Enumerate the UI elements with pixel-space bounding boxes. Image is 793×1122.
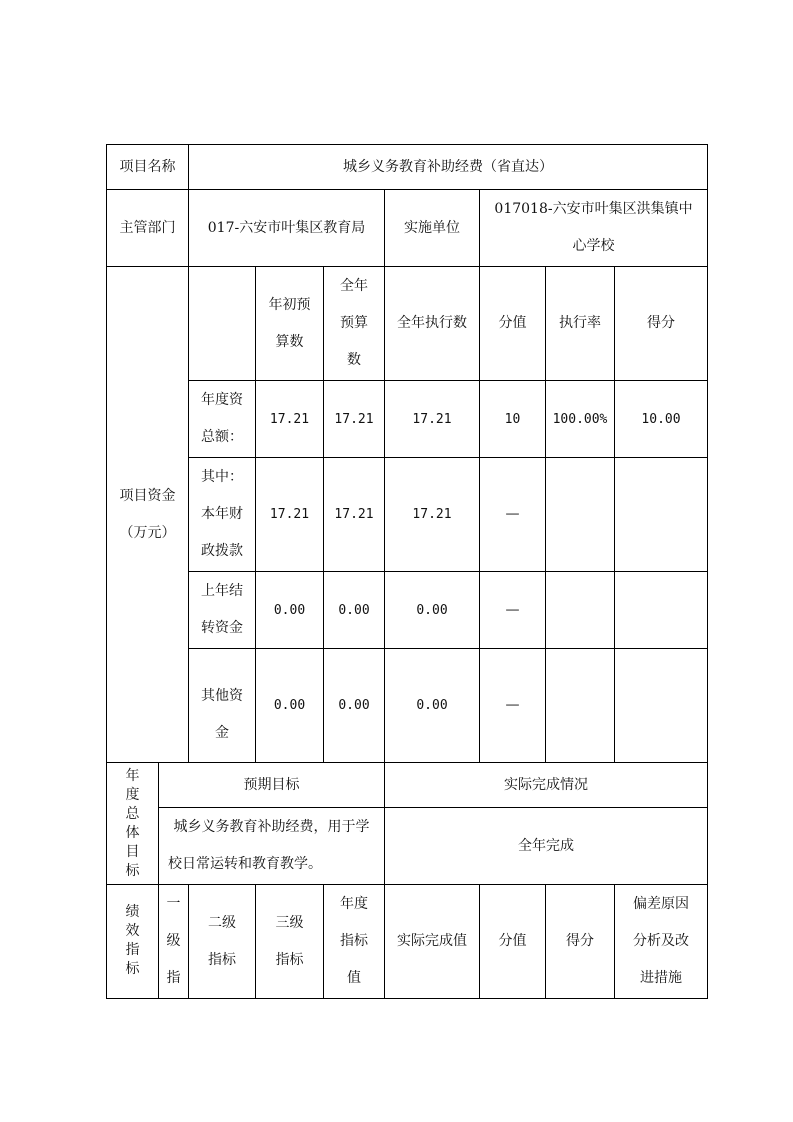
side-label-char: 总	[125, 805, 140, 822]
exec-rate-cell	[546, 458, 614, 571]
row-label-line: 其他资	[201, 687, 243, 704]
full-budget-cell: 0.00	[338, 602, 370, 618]
funds-label-line: 项目资金	[119, 487, 176, 504]
initial-budget-cell: 17.21	[269, 507, 310, 522]
side-label-char: 体	[125, 824, 140, 841]
exec-rate-cell	[546, 649, 614, 762]
goal-text-line: 城乡义务教育补助经费，用于学	[173, 819, 370, 835]
exec-cell: 17.21	[412, 411, 452, 427]
side-label-char: 目	[125, 843, 140, 860]
score-cell	[615, 649, 707, 762]
col-exec-rate-header: 执行率	[559, 315, 601, 331]
col-score-header: 得分	[647, 315, 675, 331]
expected-goal-text	[159, 808, 384, 884]
col-exec-header: 全年执行数	[397, 315, 467, 331]
initial-budget-cell: 0.00	[273, 602, 306, 618]
actual-status-value: 全年完成	[518, 837, 574, 854]
table-border-right	[707, 144, 708, 999]
header-line: 分析及改	[633, 933, 689, 949]
exec-cell: 0.00	[416, 698, 448, 713]
impl-label: 实施单位	[404, 219, 460, 236]
header-line: 数	[347, 352, 361, 368]
header-line: 算数	[275, 333, 304, 350]
level1-indicator-header	[159, 885, 188, 998]
goal-text-line: 校日常运转和教育教学。	[168, 856, 322, 872]
exec-cell: 17.21	[412, 507, 452, 522]
row-label-line: 金	[215, 724, 229, 741]
header-char: 指	[166, 970, 181, 986]
header-line: 值	[347, 970, 361, 986]
project-name-label: 项目名称	[119, 158, 176, 175]
header-line: 全年	[340, 278, 368, 294]
dept-value: 017-六安市叶集区教育局	[207, 219, 366, 236]
col-initial-budget-header	[256, 267, 323, 380]
header-char: 一	[166, 896, 181, 912]
side-label-char: 年	[125, 767, 140, 784]
score-value-cell: —	[505, 601, 520, 618]
header-line: 指标	[208, 951, 236, 968]
exec-rate-cell	[546, 572, 614, 648]
expected-goal-header: 预期目标	[243, 776, 300, 793]
deviation-analysis-header	[615, 885, 707, 998]
funds-row-label	[189, 381, 255, 457]
impl-value-line: 017018-六安市叶集区洪集镇中	[494, 201, 693, 217]
initial-budget-cell: 0.00	[273, 698, 306, 713]
funds-row-label	[189, 458, 255, 571]
header-line: 二级	[208, 914, 236, 931]
dept-label: 主管部门	[119, 219, 176, 236]
performance-indicator-side-label	[107, 885, 158, 998]
side-label-char: 标	[125, 961, 140, 977]
side-label-char: 绩	[125, 904, 140, 920]
side-label-char: 效	[125, 923, 140, 939]
header-line: 指标	[340, 933, 368, 949]
header-line: 年初预	[268, 296, 311, 313]
header-line: 预算	[340, 315, 368, 331]
impl-value	[480, 190, 707, 266]
row-label-line: 年度资	[201, 392, 243, 408]
indicator-score-header: 得分	[566, 933, 594, 949]
score-value-cell: —	[505, 697, 520, 713]
funds-row-label	[189, 572, 255, 648]
score-value-cell: —	[505, 506, 520, 522]
score-cell	[615, 572, 707, 648]
full-budget-cell: 17.21	[334, 507, 374, 522]
actual-value-header: 实际完成值	[397, 933, 467, 949]
funds-section-label	[107, 267, 188, 762]
header-line: 三级	[275, 914, 304, 931]
full-budget-cell: 0.00	[338, 698, 370, 713]
side-label-char: 标	[125, 862, 140, 879]
score-value-cell: 10	[504, 411, 521, 427]
row-label-line: 其中：	[201, 469, 243, 485]
col-score-value-header: 分值	[498, 315, 527, 331]
full-budget-cell: 17.21	[334, 411, 374, 427]
funds-row-label	[189, 649, 255, 762]
row-label-line: 转资金	[201, 620, 243, 636]
exec-cell: 0.00	[416, 602, 448, 618]
score-cell: 10.00	[641, 411, 681, 427]
actual-status-header: 实际完成情况	[504, 776, 588, 793]
project-name-value: 城乡义务教育补助经费（省直达）	[343, 158, 553, 175]
row-label-line: 政拨款	[201, 543, 243, 559]
row-label-line: 本年财	[201, 506, 243, 522]
score-cell	[615, 458, 707, 571]
col-full-budget-header	[324, 267, 384, 380]
side-label-char: 指	[125, 942, 140, 958]
header-line: 年度	[340, 896, 368, 912]
row-label-line: 上年结	[201, 583, 243, 599]
annual-goal-side-label	[107, 763, 158, 884]
indicator-score-value-header: 分值	[498, 933, 527, 949]
funds-label-line: （万元）	[119, 524, 176, 541]
header-line: 指标	[275, 951, 304, 968]
impl-value-line: 心学校	[572, 238, 615, 254]
exec-rate-cell: 100.00%	[552, 411, 608, 427]
table-border-bottom	[106, 998, 707, 999]
annual-indicator-value-header	[324, 885, 384, 998]
initial-budget-cell: 17.21	[269, 411, 310, 427]
side-label-char: 度	[125, 786, 140, 803]
header-line: 进措施	[640, 970, 682, 986]
row-label-line: 总额：	[201, 429, 243, 445]
level3-indicator-header	[256, 885, 323, 998]
header-char: 级	[166, 933, 181, 949]
level2-indicator-header	[189, 885, 255, 998]
header-line: 偏差原因	[633, 896, 689, 912]
